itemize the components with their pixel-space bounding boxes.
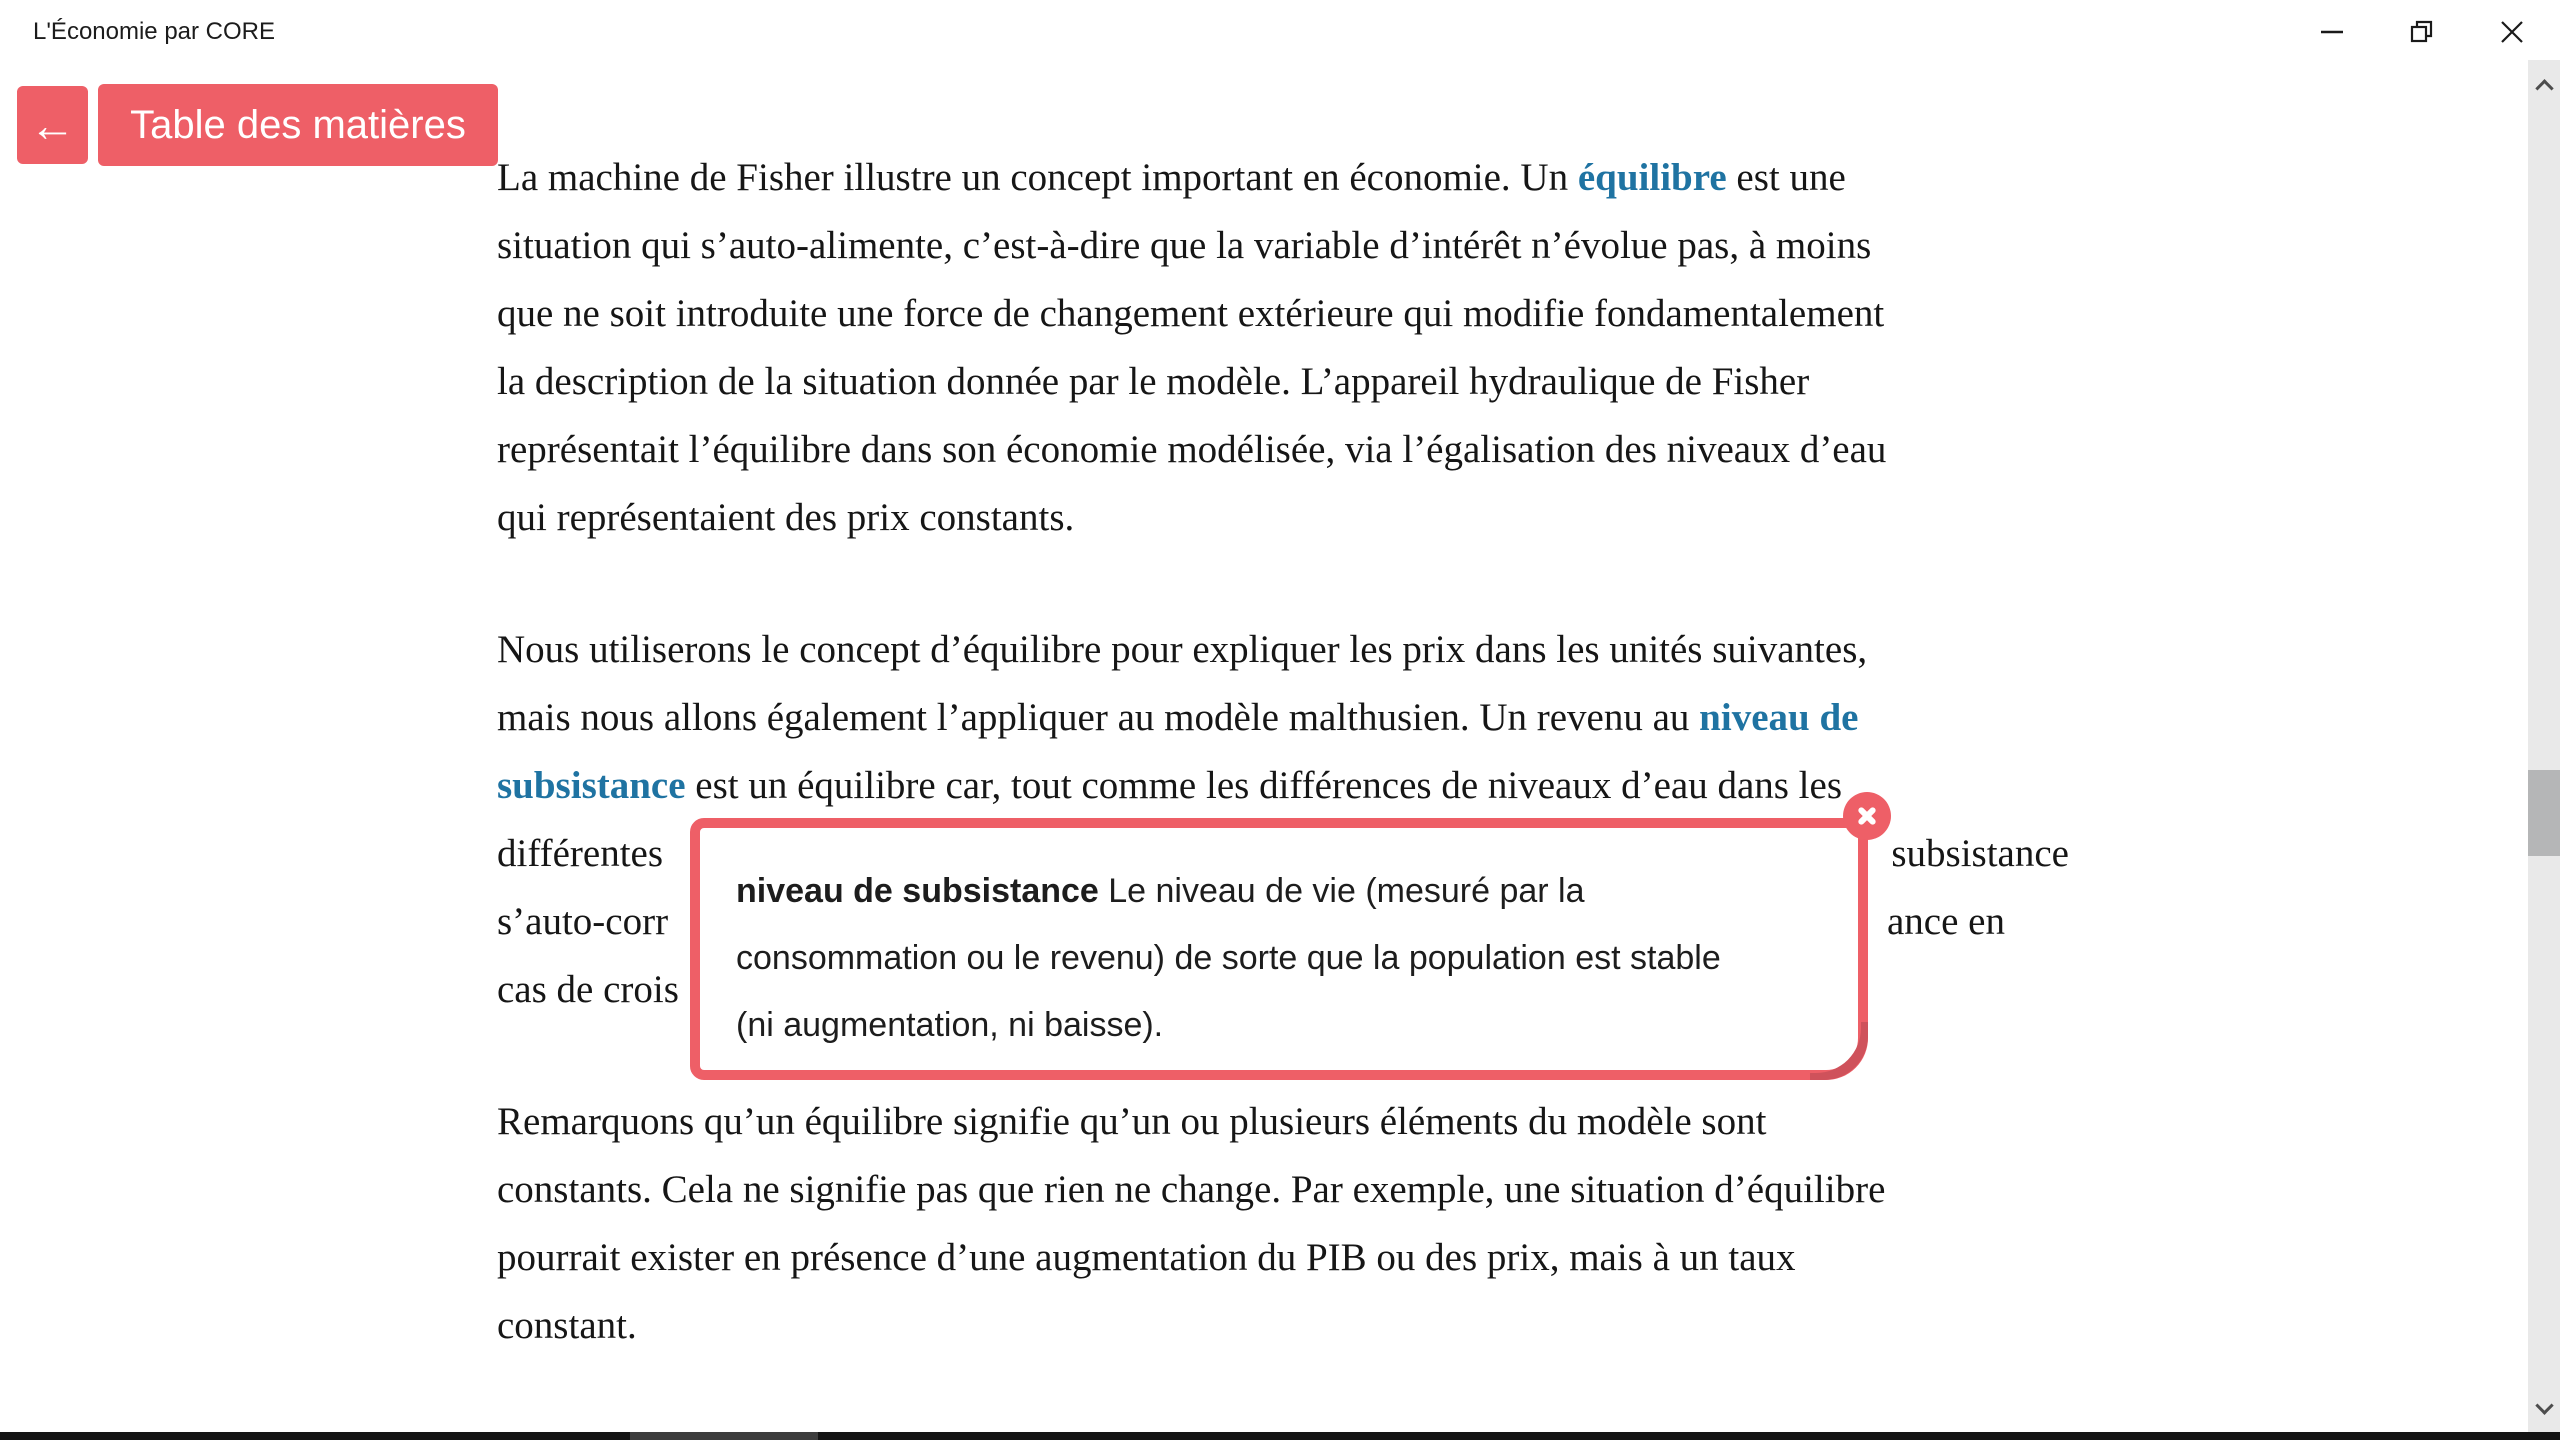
text-line: qui représentaient des prix constants. <box>497 496 1075 539</box>
paragraph-1 <box>497 144 2069 552</box>
back-button[interactable] <box>17 86 88 164</box>
minimize-button[interactable] <box>2312 10 2352 54</box>
text-run: Le niveau de vie (mesuré par la <box>1098 872 1585 910</box>
scroll-up-button[interactable] <box>2528 60 2560 110</box>
restore-icon <box>2409 19 2435 45</box>
text-line: représentait l’équilibre dans son économie modélisée, via l’égalisation des niveaux d’eau <box>497 428 1887 471</box>
taskbar-segment <box>630 1432 818 1440</box>
text-line: Nous utiliserons le concept d’équilibre pour expliquer les prix dans les unités suivantes, <box>497 628 1868 671</box>
text-line: que ne soit introduite une force de changement extérieure qui modifie fondamentalement <box>497 292 1885 335</box>
text-run: subsistance <box>1891 832 2069 875</box>
text-run: est une <box>1726 156 1846 199</box>
text-line: constant. <box>497 1304 637 1347</box>
text-run: La machine de Fisher illustre un concept important en économie. Un <box>497 156 1578 199</box>
definition-line: (ni augmentation, ni baisse). <box>736 1006 1164 1044</box>
definition-line: consommation ou le revenu) de sorte que la population est stable <box>736 939 1721 977</box>
text-run: est un équilibre car, tout comme les différences de niveaux d’eau dans les <box>685 764 1843 807</box>
minimize-icon <box>2319 19 2345 45</box>
window-title: L'Économie par CORE <box>33 18 276 45</box>
text-line: pourrait exister en présence d’une augmentation du PIB ou des prix, mais à un taux <box>497 1236 1796 1279</box>
text-line <box>497 684 2069 752</box>
popup-close-button[interactable] <box>1843 792 1891 840</box>
definition-popup <box>690 818 1868 1080</box>
restore-button[interactable] <box>2402 10 2442 54</box>
definition-popup-body <box>700 828 1858 1059</box>
niveau-de-subsistance-link[interactable]: niveau de <box>1699 696 1859 739</box>
vertical-scrollbar[interactable] <box>2528 60 2560 1433</box>
popup-term: niveau de subsistance <box>736 872 1099 910</box>
text-run: cas de crois <box>497 968 679 1011</box>
bottom-taskbar <box>0 1432 2560 1440</box>
scrollbar-thumb[interactable] <box>2528 770 2560 856</box>
article-text <box>497 144 2069 1360</box>
chevron-up-icon <box>2535 79 2553 97</box>
text-run: s’auto-corr <box>497 900 669 943</box>
close-icon <box>2499 19 2525 45</box>
text-line: situation qui s’auto-alimente, c’est-à-dire que la variable d’intérêt n’évolue pas, à moins <box>497 224 1872 267</box>
text-line: constants. Cela ne signifie pas que rien ne change. Par exemple, une situation d’équilibre <box>497 1168 1886 1211</box>
text-line <box>497 752 2069 820</box>
text-line: Remarquons qu’un équilibre signifie qu’un ou plusieurs éléments du modèle sont <box>497 1100 1767 1143</box>
text-run: ance en <box>1887 900 2005 943</box>
scroll-down-button[interactable] <box>2528 1383 2560 1433</box>
toc-button[interactable]: Table des matières <box>98 84 498 166</box>
close-button[interactable] <box>2492 10 2532 54</box>
text-run: mais nous allons également l’appliquer au modèle malthusien. Un revenu au <box>497 696 1700 739</box>
text-line <box>497 144 2069 212</box>
paragraph-3 <box>497 1088 2069 1360</box>
niveau-de-subsistance-link[interactable]: subsistance <box>497 764 686 807</box>
chevron-down-icon <box>2535 1396 2553 1414</box>
equilibre-link[interactable]: équilibre <box>1577 156 1727 199</box>
back-arrow-icon: ← <box>29 99 76 151</box>
text-run: différentes <box>497 832 664 875</box>
definition-line <box>736 858 1822 925</box>
window-controls <box>2312 10 2532 54</box>
text-line: la description de la situation donnée par le modèle. L’appareil hydraulique de Fisher <box>497 360 1810 403</box>
